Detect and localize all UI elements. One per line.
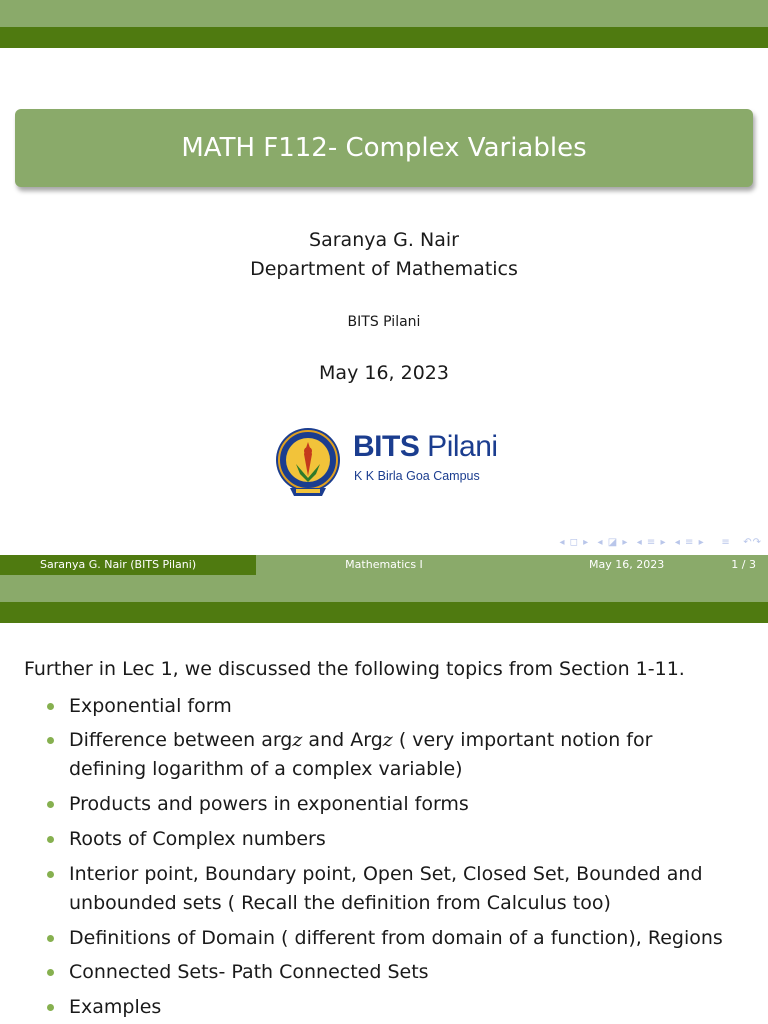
header-band-light-2 (0, 575, 768, 602)
list-item-text (69, 729, 652, 751)
text-part: ( very important notion for (392, 729, 653, 751)
logo-campus: K K Birla Goa Campus (354, 469, 480, 483)
slide-title: MATH F112- Complex Variables (181, 133, 587, 163)
list-item (69, 958, 429, 987)
list-item (69, 726, 652, 784)
bits-pilani-logo (274, 424, 498, 500)
footer-page: 1 / 3 (731, 558, 756, 571)
institute: BITS Pilani (347, 314, 421, 330)
list-item-text-continued: unbounded sets ( Recall the definition from Calculus too) (69, 892, 611, 914)
list-item-text: Exponential form (69, 695, 232, 717)
header-band-dark (0, 27, 768, 48)
footer-course: Mathematics I (256, 555, 512, 575)
list-item (69, 825, 326, 854)
presentation-date: May 16, 2023 (319, 362, 449, 384)
list-item-text: Interior point, Boundary point, Open Set, Closed Set, Bounded and (69, 863, 703, 885)
logo-wordmark (353, 430, 498, 464)
list-item-text: Definitions of Domain ( different from domain of a function), Regions (69, 927, 723, 949)
footer-date: May 16, 2023 (589, 558, 665, 571)
emblem-icon (274, 424, 346, 500)
logo-bold: BITS (353, 430, 420, 463)
text-part: Difference between arg (69, 729, 293, 751)
list-item (69, 790, 469, 819)
slide-footer (0, 555, 768, 575)
list-item-text: Products and powers in exponential forms (69, 793, 469, 815)
department: Department of Mathematics (250, 258, 518, 280)
header-band-light (0, 0, 768, 27)
bullet-icon (47, 969, 54, 976)
list-item-text: Examples (69, 996, 162, 1018)
footer-author: Saranya G. Nair (BITS Pilani) (0, 555, 256, 575)
footer-right (512, 555, 768, 575)
logo-rest: Pilani (419, 430, 498, 463)
math-var: z (382, 729, 393, 751)
list-item (69, 692, 232, 721)
bullet-icon (47, 801, 54, 808)
list-item-text: Connected Sets- Path Connected Sets (69, 961, 429, 983)
bullet-icon (47, 871, 54, 878)
bullet-icon (47, 935, 54, 942)
list-item-text-continued: defining logarithm of a complex variable) (69, 758, 463, 780)
bullet-icon (47, 1004, 54, 1011)
list-item (69, 924, 723, 953)
bullet-icon (47, 703, 54, 710)
math-var: z (292, 729, 303, 751)
intro-text: Further in Lec 1, we discussed the following topics from Section 1-11. (24, 658, 685, 680)
beamer-navigation-symbols[interactable]: ◂ ◻ ▸ ◂ ◪ ▸ ◂ ≡ ▸ ◂ ≡ ▸ ≡ ↶↷ (559, 537, 762, 548)
list-item-text: Roots of Complex numbers (69, 828, 326, 850)
header-band-dark-2 (0, 602, 768, 623)
author-name: Saranya G. Nair (309, 229, 459, 251)
text-part: and Arg (302, 729, 383, 751)
list-item (69, 993, 161, 1022)
bullet-icon (47, 737, 54, 744)
title-box (15, 109, 753, 187)
list-item (69, 860, 703, 918)
bullet-icon (47, 836, 54, 843)
